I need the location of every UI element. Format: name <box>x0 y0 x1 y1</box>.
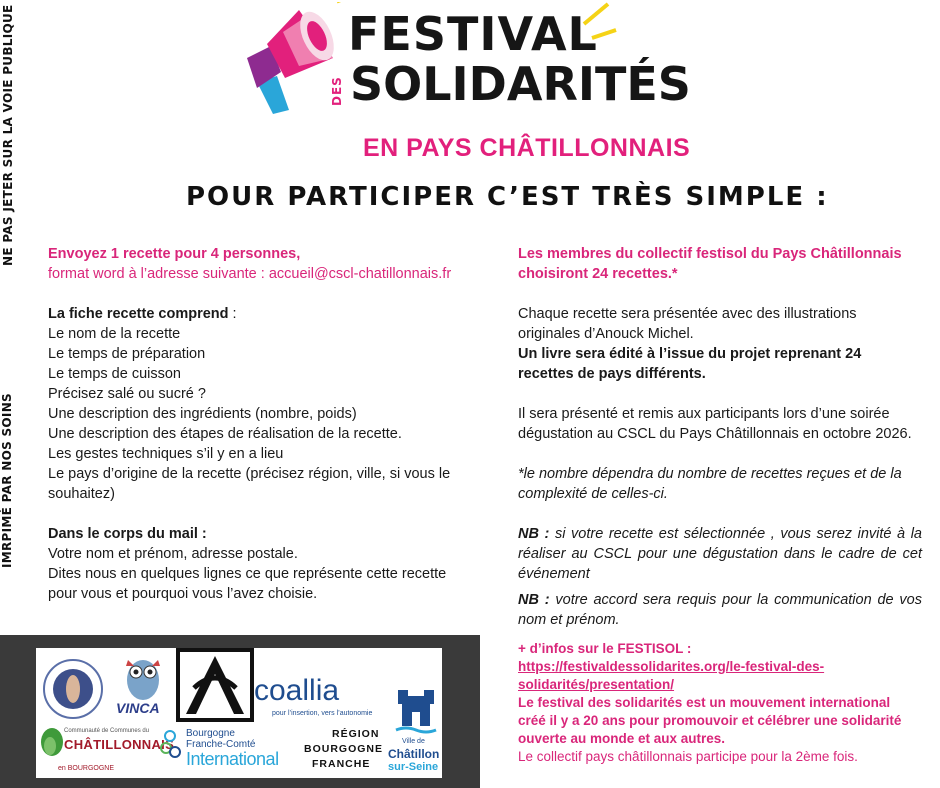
info-title: + d’infos sur le FESTISOL : <box>518 641 692 656</box>
fiche-heading <box>48 304 488 324</box>
illustrations-text: Chaque recette sera présentée avec des illustrations originales d’Anouck Michel. <box>518 306 857 342</box>
fiche-colon: : <box>228 306 237 322</box>
circle-logo-icon <box>42 658 104 720</box>
left-column <box>48 244 488 604</box>
nb-text: votre accord sera requis pour la communication de vos nom et prénom. <box>518 592 922 628</box>
coallia-logo: coallia <box>254 674 340 707</box>
nb-label: NB : <box>518 592 550 608</box>
fiche-title: La fiche recette comprend <box>48 306 229 322</box>
partner-logos <box>36 648 442 778</box>
fiche-item: Une description des étapes de réalisation de la recette. <box>48 426 402 442</box>
bfc-line2: Franche-Comté <box>186 739 256 750</box>
ville-name2: sur-Seine <box>388 761 439 773</box>
title-solidarites: SOLIDARITÉS <box>350 57 691 111</box>
leaf-icon <box>38 726 66 766</box>
fiche-item: Les gestes techniques s’il y en a lieu <box>48 446 284 462</box>
bfc-line1: Bourgogne <box>186 728 235 739</box>
ville-de: Ville de <box>402 738 425 745</box>
nb-selection <box>518 524 922 584</box>
ac-logo-icon <box>176 648 254 722</box>
region-line2: BOURGOGNE <box>304 743 384 755</box>
fiche-item: Précisez salé ou sucré ? <box>48 386 206 402</box>
intro-email-line: format word à l’adresse suivante : accueil@cscl-chatillonnais.fr <box>48 266 452 282</box>
fiche-item: Le temps de préparation <box>48 346 206 362</box>
presentation-text: Il sera présenté et remis aux participants lors d’une soirée dégustation au CSCL du Pays Châtillonnais en octobre 2026. <box>518 406 912 442</box>
subtitle: EN PAYS CHÂTILLONNAIS <box>363 134 691 162</box>
owl-icon <box>120 650 166 702</box>
chatillonnais-sub: en BOURGOGNE <box>58 765 115 772</box>
chatillonnais-logo: CHÂTILLONNAIS <box>64 737 175 752</box>
side-label-top: NE PAS JETER SUR LA VOIE PUBLIQUE <box>1 4 15 266</box>
fiche-item: Une description des ingrédients (nombre, poids) <box>48 406 357 422</box>
movement-text: Le festival des solidarités est un mouvement international créé il y a 20 ans pour promouvoir et célébrer une solidarité ouverte au monde et aux autres. <box>518 695 902 746</box>
nb-consent <box>518 590 922 630</box>
vinca-logo: VINCA <box>116 700 160 716</box>
side-label-bottom: IMRPIMÉ PAR NOS SOINS <box>0 393 14 568</box>
nb-label: NB : <box>518 526 550 542</box>
nb-text: si votre recette est sélectionnée , vous serez invité à la réaliser au CSCL pour une dégustation dans le cadre de cet événement <box>518 526 922 582</box>
mail-line: Dites nous en quelques lignes ce que représente cette recette pour vous et pourquoi vous l’avez choisie. <box>48 566 447 602</box>
mail-title: Dans le corps du mail : <box>48 526 207 542</box>
region-line3: FRANCHE <box>312 758 371 770</box>
mail-line: Votre nom et prénom, adresse postale. <box>48 546 298 562</box>
bfc-dots-icon <box>158 730 182 760</box>
coallia-tagline: pour l’insertion, vers l’autonomie <box>272 710 373 717</box>
festisol-link[interactable]: https://festivaldessolidarites.org/le-festival-des-solidarités/presentation/ <box>518 659 825 692</box>
headline: POUR PARTICIPER C’EST TRÈS SIMPLE : <box>186 182 829 212</box>
ville-name1: Châtillon <box>388 747 440 761</box>
fiche-item: Le temps de cuisson <box>48 366 181 382</box>
fiche-item: Le nom de la recette <box>48 326 181 342</box>
right-column <box>518 244 922 766</box>
fiche-item: Le pays d’origine de la recette (précisez région, ville, si vous le souhaitez) <box>48 466 451 502</box>
intro-bold: Envoyez 1 recette pour 4 personnes, <box>48 246 301 262</box>
region-line1: RÉGION <box>332 728 380 740</box>
book-text: Un livre sera édité à l’issue du projet reprenant 24 recettes de pays différents. <box>518 346 862 382</box>
footnote: *le nombre dépendra du nombre de recettes reçues et de la complexité de celles-ci. <box>518 466 902 502</box>
title-festival: FESTIVAL <box>348 7 598 61</box>
title-des: DES <box>330 76 344 106</box>
bfc-line3: International <box>186 749 279 769</box>
members-text: Les membres du collectif festisol du Pays Châtillonnais choisiront 24 recettes.* <box>518 246 902 282</box>
castle-icon <box>394 686 438 738</box>
chatillonnais-comm: Communauté de Communes du <box>64 728 150 734</box>
collectif-text: Le collectif pays châtillonnais participe pour la 2ème fois. <box>518 749 858 764</box>
